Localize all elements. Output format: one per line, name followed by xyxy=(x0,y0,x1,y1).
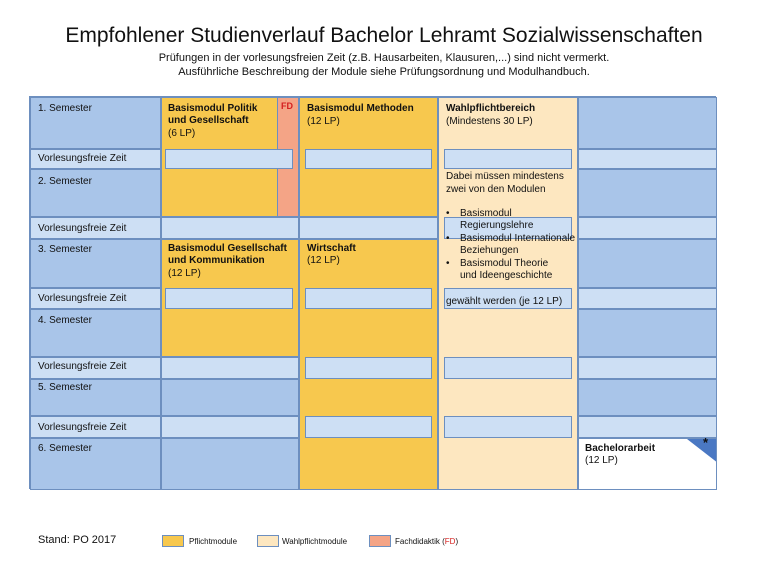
label-sem2: 2. Semester xyxy=(38,176,92,187)
study-plan-grid xyxy=(29,96,716,489)
empty-col2-sem5 xyxy=(161,379,299,416)
gap-col2-vz2 xyxy=(161,217,299,239)
empty-col2-sem6 xyxy=(161,438,299,490)
gesellschaft-title-1: Basismodul Gesellschaft xyxy=(168,243,287,254)
label-sem4: 4. Semester xyxy=(38,315,92,326)
wirtschaft-title: Wirtschaft xyxy=(307,243,356,254)
label-vz5: Vorlesungsfreie Zeit xyxy=(38,422,127,433)
legend-pflicht-label: Pflichtmodule xyxy=(189,537,238,546)
gap-col2-vz4 xyxy=(161,357,299,379)
legend-fachdidaktik-swatch xyxy=(369,535,391,547)
gap-col4-vz5 xyxy=(444,416,572,438)
wahl-text-1: Dabei müssen mindestens xyxy=(446,171,564,182)
wahl-bullet-1a: Basismodul xyxy=(460,208,512,219)
subtitle-exams-note: Prüfungen in der vorlesungsfreien Zeit (z.B. Hausarbeiten, Klausuren,...) sind nicht vermerkt. xyxy=(158,52,610,64)
label-vz4: Vorlesungsfreie Zeit xyxy=(38,361,127,372)
empty-col5-sem2 xyxy=(578,169,717,217)
page-title: Empfohlener Studienverlauf Bachelor Lehramt Sozialwissenschaften xyxy=(65,24,703,47)
bullet-2: • xyxy=(446,233,450,244)
legend-wahlpflicht-label: Wahlpflichtmodule xyxy=(282,537,348,546)
politik-title-1: Basismodul Politik xyxy=(168,103,258,114)
gap-col3-vz4 xyxy=(305,357,432,379)
wirtschaft-lp: (12 LP) xyxy=(307,255,340,266)
stand-label: Stand: PO 2017 xyxy=(38,534,117,546)
legend-fachdidaktik-label xyxy=(395,537,458,546)
wahl-bullet-2b: Beziehungen xyxy=(460,245,519,256)
gesellschaft-title-2: und Kommunikation xyxy=(168,255,265,266)
wahl-bullet-3a: Basismodul Theorie xyxy=(460,258,549,269)
politik-title-2: und Gesellschaft xyxy=(168,115,249,126)
empty-col5-sem4 xyxy=(578,309,717,357)
ba-title: Bachelorarbeit xyxy=(585,443,656,454)
gap-col2-vz1 xyxy=(165,149,293,169)
wahl-bullet-2a: Basismodul Internationale xyxy=(460,233,576,244)
politik-lp: (6 LP) xyxy=(168,128,196,139)
gap-col5-vz1 xyxy=(578,149,717,169)
gap-col5-vz2 xyxy=(578,217,717,239)
bullet-1: • xyxy=(446,208,450,219)
wahl-bullet-3b: und Ideengeschichte xyxy=(460,270,553,281)
label-sem6: 6. Semester xyxy=(38,443,92,454)
gap-col3-vz2 xyxy=(299,217,438,239)
legend-pflicht-swatch xyxy=(162,535,184,547)
gap-col5-vz4 xyxy=(578,357,717,379)
legend-fd-red: FD xyxy=(444,537,456,546)
gap-col5-vz3 xyxy=(578,288,717,309)
gap-col2-vz5 xyxy=(161,416,299,438)
ba-lp: (12 LP) xyxy=(585,455,618,466)
empty-col5-sem5 xyxy=(578,379,717,416)
wahl-bullet-1b: Regierungslehre xyxy=(460,220,534,231)
legend-wahlpflicht-swatch xyxy=(257,535,279,547)
gap-col2-vz3 xyxy=(165,288,293,309)
gap-col3-vz1 xyxy=(305,149,432,169)
wahl-end: gewählt werden (je 12 LP) xyxy=(446,296,563,307)
legend-fachdidaktik-close: ) xyxy=(455,537,459,546)
fd-label: FD xyxy=(281,101,293,111)
legend-fachdidaktik-text: Fachdidaktik ( xyxy=(395,537,445,546)
methoden-title: Basismodul Methoden xyxy=(307,103,414,114)
wahl-title: Wahlpflichtbereich xyxy=(446,103,536,114)
label-sem3: 3. Semester xyxy=(38,244,92,255)
subtitle-module-reference: Ausführliche Beschreibung der Module siehe Prüfungsordnung und Modulhandbuch. xyxy=(178,66,590,78)
wahl-lp: (Mindestens 30 LP) xyxy=(446,116,533,127)
label-vz2: Vorlesungsfreie Zeit xyxy=(38,223,127,234)
wahl-text-2: zwei von den Modulen xyxy=(446,184,546,195)
empty-col5-sem3 xyxy=(578,239,717,288)
gap-col5-vz5 xyxy=(578,416,717,438)
bullet-3: • xyxy=(446,258,450,269)
gap-col3-vz3 xyxy=(305,288,432,309)
label-vz3: Vorlesungsfreie Zeit xyxy=(38,293,127,304)
gap-col3-vz5 xyxy=(305,416,432,438)
gap-col4-vz1 xyxy=(444,149,572,169)
empty-col5-sem1 xyxy=(578,97,717,149)
gesellschaft-lp: (12 LP) xyxy=(168,268,201,279)
label-sem5: 5. Semester xyxy=(38,382,92,393)
label-vz1: Vorlesungsfreie Zeit xyxy=(38,153,127,164)
label-sem1: 1. Semester xyxy=(38,103,92,114)
methoden-lp: (12 LP) xyxy=(307,116,340,127)
gap-col4-vz4 xyxy=(444,357,572,379)
ba-star: * xyxy=(703,435,709,450)
